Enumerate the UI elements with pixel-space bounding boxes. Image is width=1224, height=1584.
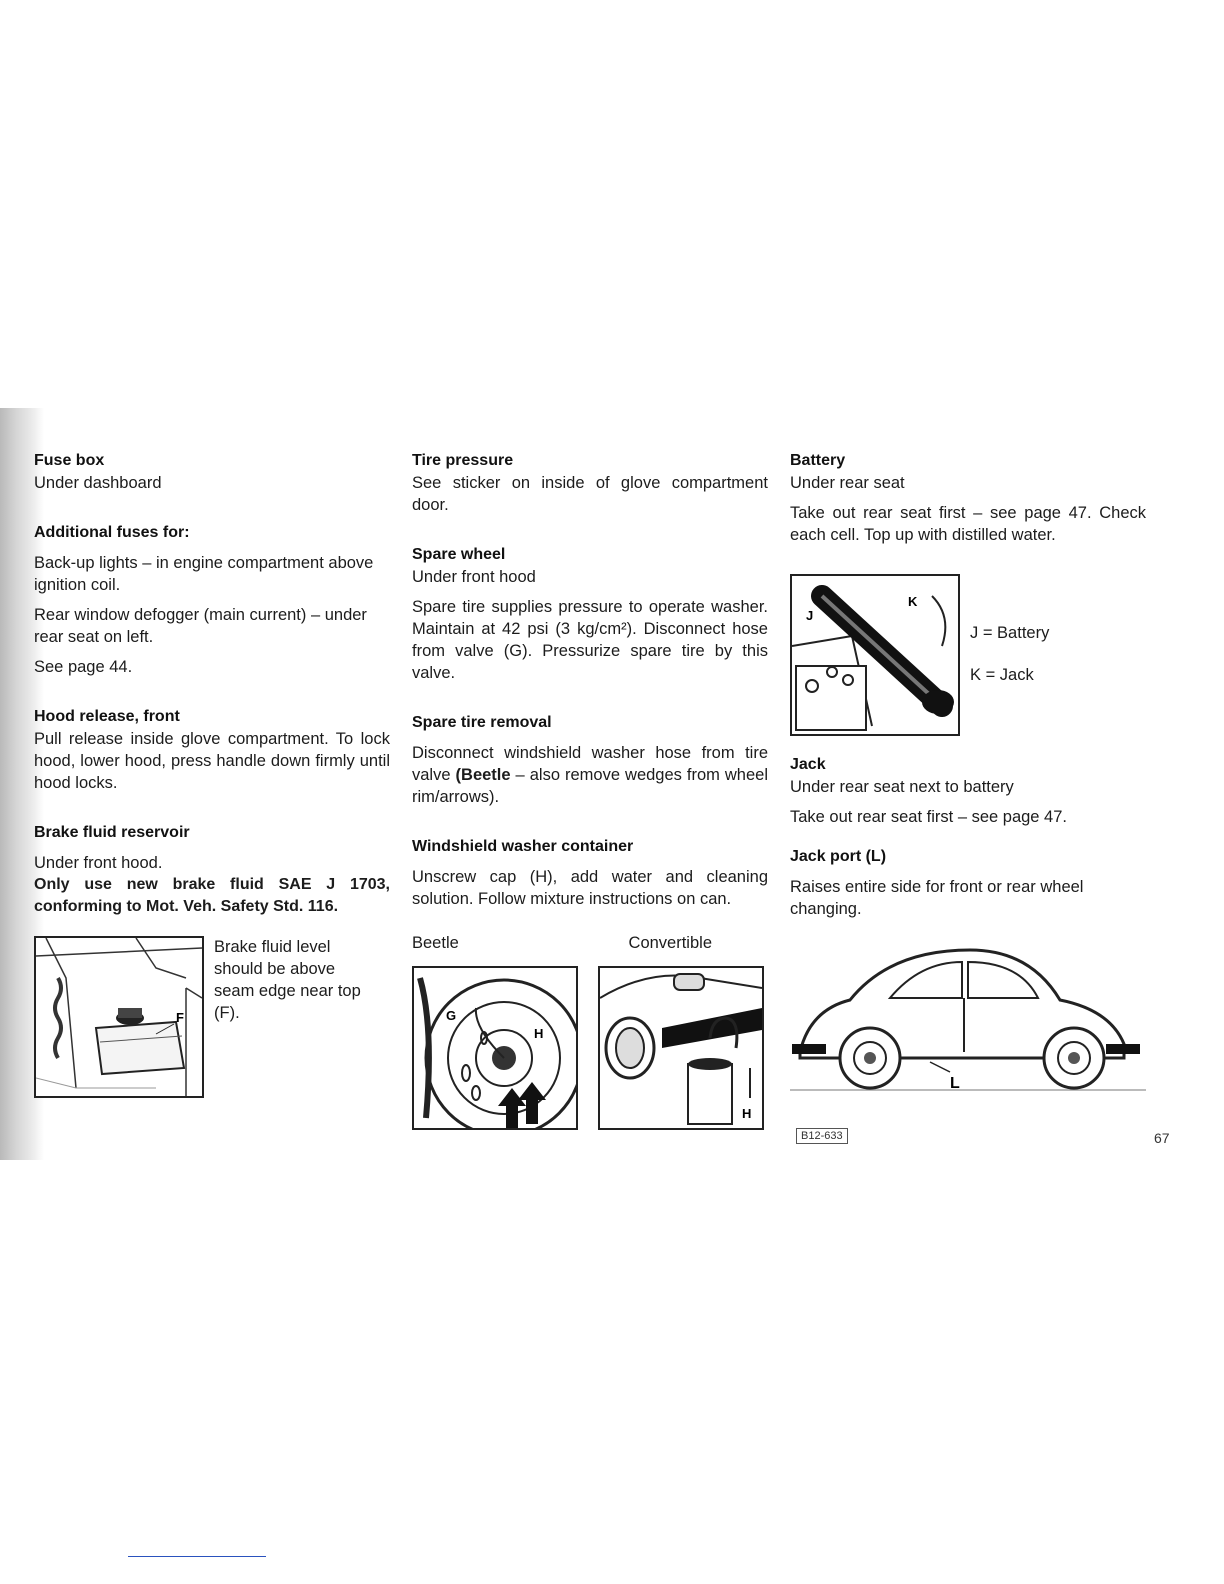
fuse-box-location: Under dashboard <box>34 474 162 492</box>
battery-jack-legend <box>970 574 1049 736</box>
jack-heading: Jack <box>790 756 826 773</box>
battery-jack-figure-row <box>790 574 1146 736</box>
spare-wheel-text: Spare tire supplies pressure to operate washer. Maintain at 42 psi (3 kg/cm²). Disconnect hose from valve (G). Pressurize spare tire by this valve. <box>412 598 768 682</box>
spare-wheel-heading: Spare wheel <box>412 546 506 563</box>
beetle-fig-label-g: G <box>446 1008 457 1023</box>
beetle-fig-label-h: H <box>534 1026 544 1041</box>
beetle-label: Beetle <box>412 934 459 952</box>
battery-location: Under rear seat <box>790 474 905 492</box>
battery-text: Take out rear seat first – see page 47. Check each cell. Top up with distilled water. <box>790 504 1146 544</box>
beetle-washer-figure <box>412 966 578 1130</box>
jack-port-text: Raises entire side for front or rear wheel changing. <box>790 878 1084 918</box>
convertible-fig-label-h: H <box>742 1106 752 1121</box>
jack-location: Under rear seat next to battery <box>790 778 1014 796</box>
convertible-washer-figure <box>598 966 764 1130</box>
hood-release-heading: Hood release, front <box>34 708 180 725</box>
figure-code: B12-633 <box>796 1128 848 1144</box>
convertible-label: Convertible <box>628 934 712 952</box>
fig-label-j: J <box>806 608 814 623</box>
figure-labels-row <box>412 932 712 954</box>
convertible-fig-label-g: G <box>740 1032 751 1047</box>
page-number: 67 <box>1154 1130 1170 1146</box>
removal-text-part-a: Disconnect windshield washer hose from tire valve <box>412 744 768 784</box>
brake-figure-row <box>34 936 390 1098</box>
figure-code-row <box>796 1128 848 1144</box>
washer-container-text: Unscrew cap (H), add water and cleaning solution. Follow mixture instructions on can. <box>412 868 768 908</box>
washer-container-heading: Windshield washer container <box>412 838 634 855</box>
convertible-washer-illustration <box>600 968 762 1128</box>
brake-reservoir-figure <box>34 936 204 1098</box>
left-column <box>34 450 390 1098</box>
brake-fluid-caption: Brake fluid level should be above seam edge near top (F). <box>214 938 361 1022</box>
spare-tire-removal-heading: Spare tire removal <box>412 714 552 731</box>
fig-label-k: K <box>908 594 918 609</box>
fig-label-l: L <box>950 1075 960 1092</box>
beetle-spare-wheel-illustration <box>414 968 576 1128</box>
fig-label-f: F <box>176 1010 184 1025</box>
washer-figures-row <box>412 966 768 1130</box>
tire-pressure-heading: Tire pressure <box>412 452 514 469</box>
additional-fuses-see-page: See page 44. <box>34 658 133 676</box>
middle-column <box>412 450 768 1130</box>
hood-release-text: Pull release inside glove compartment. To lock hood, lower hood, press handle down firmly until hood locks. <box>34 730 390 792</box>
battery-jack-figure <box>790 574 960 736</box>
removal-text-bold: (Beetle <box>455 766 511 784</box>
beetle-car-figure <box>790 940 1146 1105</box>
battery-jack-illustration <box>792 576 958 734</box>
footer-rule <box>128 1556 266 1557</box>
jack-text: Take out rear seat first – see page 47. <box>790 808 1067 826</box>
additional-fuses-backup: Back-up lights – in engine compartment above ignition coil. <box>34 554 374 594</box>
spare-tire-removal-text <box>412 742 768 808</box>
fuse-box-heading: Fuse box <box>34 452 105 469</box>
battery-heading: Battery <box>790 452 846 469</box>
brake-fluid-heading: Brake fluid reservoir <box>34 824 190 841</box>
legend-battery: J = Battery <box>970 624 1050 642</box>
additional-fuses-heading: Additional fuses for: <box>34 524 190 541</box>
brake-fluid-location: Under front hood. <box>34 854 163 872</box>
spare-wheel-location: Under front hood <box>412 568 536 586</box>
brake-fluid-warning: Only use new brake fluid SAE J 1703, conforming to Mot. Veh. Safety Std. 116. <box>34 876 390 915</box>
jack-port-heading: Jack port (L) <box>790 848 887 865</box>
tire-pressure-text: See sticker on inside of glove compartment door. <box>412 474 768 514</box>
legend-jack: K = Jack <box>970 666 1034 684</box>
removal-text-part-b: – also remove wedges from wheel rim/arrows). <box>412 766 769 806</box>
right-column <box>790 450 1146 1105</box>
additional-fuses-defogger: Rear window defogger (main current) – under rear seat on left. <box>34 606 367 646</box>
brake-reservoir-illustration <box>36 938 202 1096</box>
beetle-car-illustration <box>790 940 1146 1100</box>
